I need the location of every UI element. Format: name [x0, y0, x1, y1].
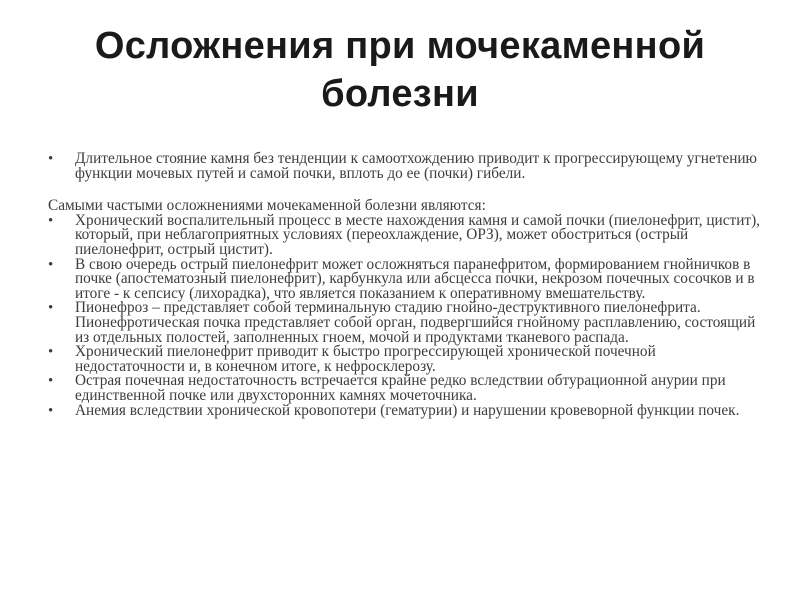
bullet-icon: • — [48, 151, 54, 167]
complication-item — [48, 255, 768, 302]
complication-text: Анемия вследствии хронической кровопотери (гематурии) и нарушении кровеворной функции почек. — [75, 401, 740, 419]
intro-text: Длительное стояние камня без тенденции к самоотхождению приводит к прогрессирующему угнетению функции мочевых путей и самой почки, вплоть до ее (почки) гибели. — [75, 150, 757, 182]
complication-text: В свою очередь острый пиелонефрит может осложняться паранефритом, формированием гнойничков в почке (апостематозный пиелонефрит), карбункула или абсцесса почки, некрозом почечных сосочков и в итоге - к сепсису (лихорадка), что является показанием к оперативному вмешательству. — [75, 255, 755, 302]
bullet-icon: • — [48, 212, 54, 229]
intro-bullet — [48, 152, 768, 181]
complication-item — [48, 374, 768, 403]
slide-body — [48, 152, 768, 418]
bullet-icon: • — [48, 344, 54, 361]
complication-item — [48, 301, 768, 345]
bullet-icon: • — [48, 300, 54, 317]
complication-item — [48, 401, 768, 419]
complications-lead: Самыми частыми осложнениями мочекаменной болезни являются: — [48, 197, 486, 215]
bullet-icon: • — [48, 256, 54, 273]
slide-title-line-1: Осложнения при мочекаменной — [94, 25, 706, 67]
complication-text: Острая почечная недостаточность встречается крайне редко вследствии обтурационной анурии при единственной почке или двухсторонних камнях мочеточника. — [75, 372, 726, 404]
slide-title-line-2: болезни — [321, 73, 479, 115]
complication-item — [48, 211, 768, 258]
complication-text: Хронический пиелонефрит приводит к быстро прогрессирующей хронической почечной недостаточности и, в конечном итоге, к нефросклерозу. — [75, 343, 656, 375]
complication-text: Хронический воспалительный процесс в месте нахождения камня и самой почки (пиелонефрит, цистит), который, при неблагоприятных условиях (переохлаждение, ОРЗ), может обостриться (острый пиелонефрит, острый цистит). — [75, 211, 761, 258]
bullet-icon: • — [48, 402, 54, 419]
complication-text: Пионефроз – представляет собой терминальную стадию гнойно-деструктивного пиелонефрита. Пионефротическая почка представляет собой орган, подвергшийся гнойному расплавлению, состоящий из отдельных полостей, заполненных гноем, мочой и продуктами тканевого распада. — [75, 299, 756, 346]
complication-item — [48, 345, 768, 374]
slide-title — [30, 22, 770, 118]
bullet-icon: • — [48, 373, 54, 390]
